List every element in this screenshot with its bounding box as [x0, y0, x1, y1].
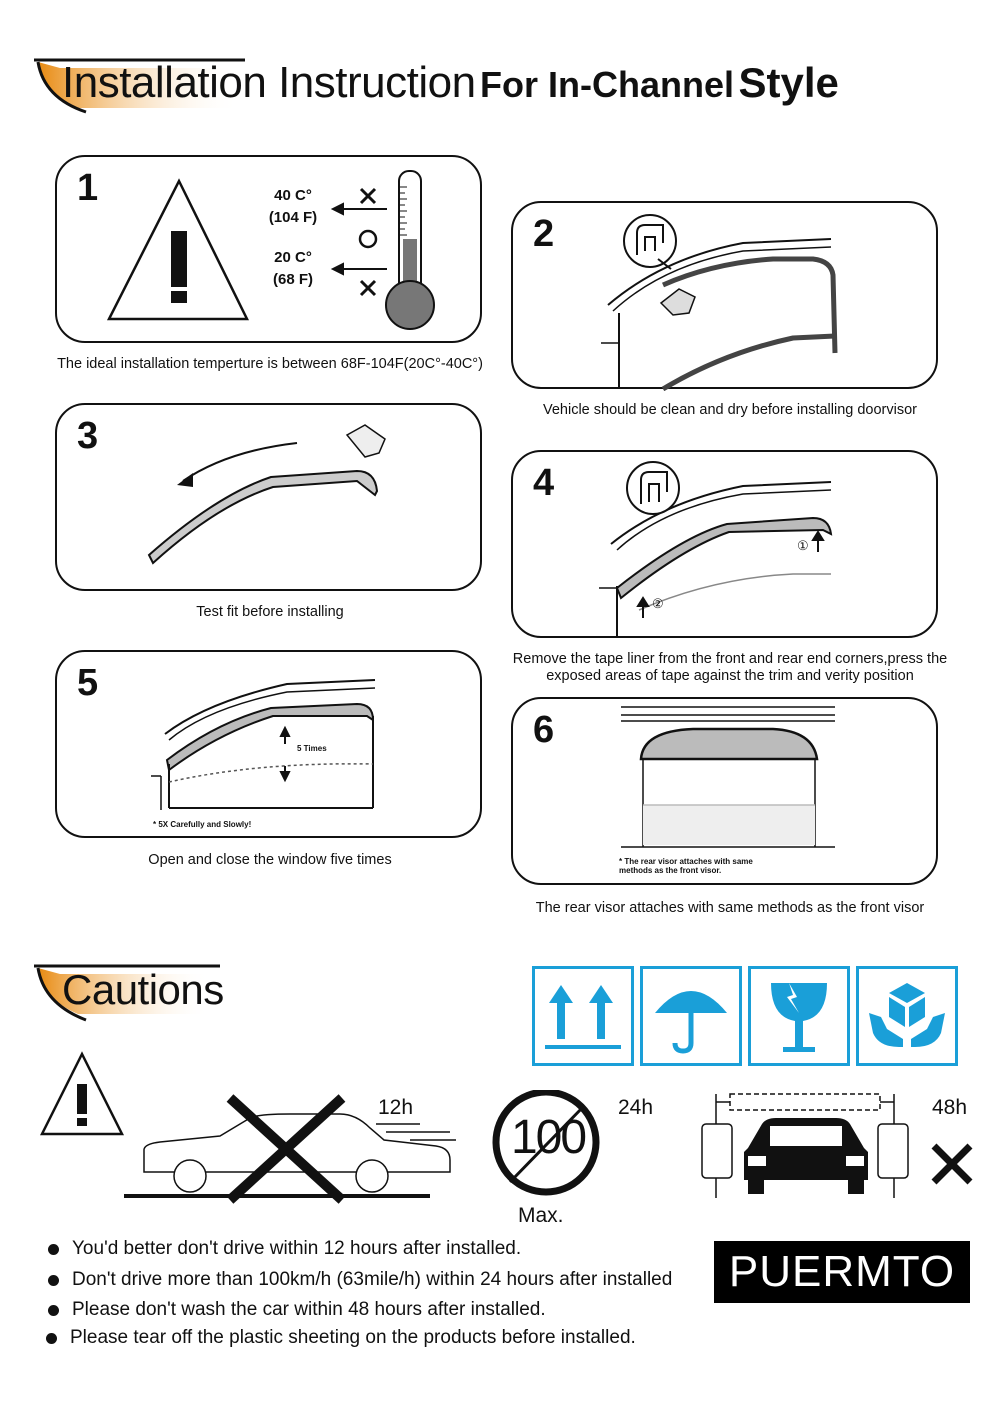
bullet-icon — [48, 1305, 59, 1316]
no-drive-car-illustration — [120, 1088, 480, 1206]
fragile-icon — [748, 966, 850, 1066]
caution-text: You'd better don't drive within 12 hours after installed. — [72, 1238, 522, 1259]
step-number: 1 — [77, 167, 99, 209]
arrow-left-icon — [177, 473, 193, 487]
hand-icon — [347, 425, 385, 457]
page-title — [62, 58, 839, 108]
handle-with-care-icon — [856, 966, 958, 1066]
window-cycle-illustration — [57, 652, 484, 840]
step-3-panel — [55, 403, 482, 591]
step-number: 4 — [533, 462, 555, 504]
magnifier-detail-icon — [624, 215, 676, 269]
no-car-wash-illustration — [696, 1088, 916, 1206]
label-24h: 24h — [618, 1096, 654, 1119]
step-number: 2 — [533, 213, 555, 255]
step-2-caption: Vehicle should be clean and dry before installing doorvisor — [542, 402, 917, 418]
step-1-panel — [55, 155, 482, 343]
caution-text: Please tear off the plastic sheeting on the products before installed. — [70, 1327, 636, 1348]
clean-door-illustration — [513, 203, 940, 391]
circle-ok-icon — [360, 231, 376, 247]
bullet-icon — [46, 1333, 57, 1344]
step-number: 5 — [77, 662, 99, 704]
press-tape-illustration — [513, 452, 940, 640]
label-48h: 48h — [932, 1096, 968, 1119]
up-down-arrow-icon — [281, 728, 289, 780]
step-5-caption: Open and close the window five times — [148, 852, 392, 868]
thermometer-icon — [386, 171, 434, 329]
cautions-title: Cautions — [62, 966, 224, 1013]
step-number: 6 — [533, 709, 555, 751]
brand-logo: PUERMTO — [714, 1241, 970, 1303]
caution-item-3 — [48, 1299, 546, 1321]
label-12h: 12h — [378, 1096, 414, 1119]
this-way-up-icon — [532, 966, 634, 1066]
caution-text: Please don't wash the car within 48 hours after installed. — [72, 1299, 546, 1320]
step-4-panel — [511, 450, 938, 638]
caution-item-1 — [48, 1238, 521, 1260]
title-part3: Style — [738, 59, 839, 106]
marker-1: ① — [797, 538, 809, 553]
temp-low-f-label: (68 F) — [272, 271, 313, 288]
step-6-panel — [511, 697, 938, 885]
step-4-caption-line1: Remove the tape liner from the front and rear end corners,press the — [512, 651, 948, 667]
test-fit-illustration — [57, 405, 484, 593]
step-4-caption — [500, 651, 960, 685]
arrow-up-icon — [638, 532, 823, 618]
step-1-caption: The ideal installation temperture is between 68F-104F(20C°-40C°) — [57, 356, 483, 372]
step-6-caption: The rear visor attaches with same methods as the front visor — [535, 900, 925, 916]
step-6-note-line1: * The rear visor attaches with same — [619, 857, 753, 866]
warning-triangle-icon — [109, 181, 247, 319]
temp-high-label: 40 C° — [274, 187, 312, 204]
temp-low-label: 20 C° — [274, 249, 312, 266]
label-max: Max. — [518, 1204, 564, 1227]
step-3-caption: Test fit before installing — [196, 604, 344, 620]
title-part1: Installation Instruction — [62, 58, 476, 107]
step-5-note: * 5X Carefully and Slowly! — [153, 820, 252, 829]
warning-triangle-icon — [40, 1050, 128, 1140]
speed-limit-value: 100 — [510, 1111, 586, 1164]
step-6-note — [619, 857, 753, 875]
caution-item-2 — [48, 1269, 704, 1291]
caution-text: Don't drive more than 100km/h (63mile/h) within 24 hours after installed — [72, 1269, 673, 1290]
step-number: 3 — [77, 415, 99, 457]
temp-high-f-label: (104 F) — [268, 209, 318, 226]
step-4-caption-line2: exposed areas of tape against the trim and verity position — [546, 668, 914, 684]
step-5-panel — [55, 650, 482, 838]
keep-dry-icon — [640, 966, 742, 1066]
cleaning-cloth-icon — [661, 289, 695, 315]
cross-icon — [930, 1142, 974, 1186]
times-label: 5 Times — [297, 744, 327, 753]
caution-item-4 — [46, 1327, 636, 1349]
cross-icon — [361, 189, 375, 295]
title-part2: For In-Channel — [480, 64, 735, 105]
step-6-note-line2: methods as the front visor. — [619, 866, 722, 875]
step-2-panel — [511, 201, 938, 389]
marker-2: ② — [652, 596, 664, 611]
bullet-icon — [48, 1275, 59, 1286]
bullet-icon — [48, 1244, 59, 1255]
magnifier-detail-icon — [627, 462, 679, 514]
